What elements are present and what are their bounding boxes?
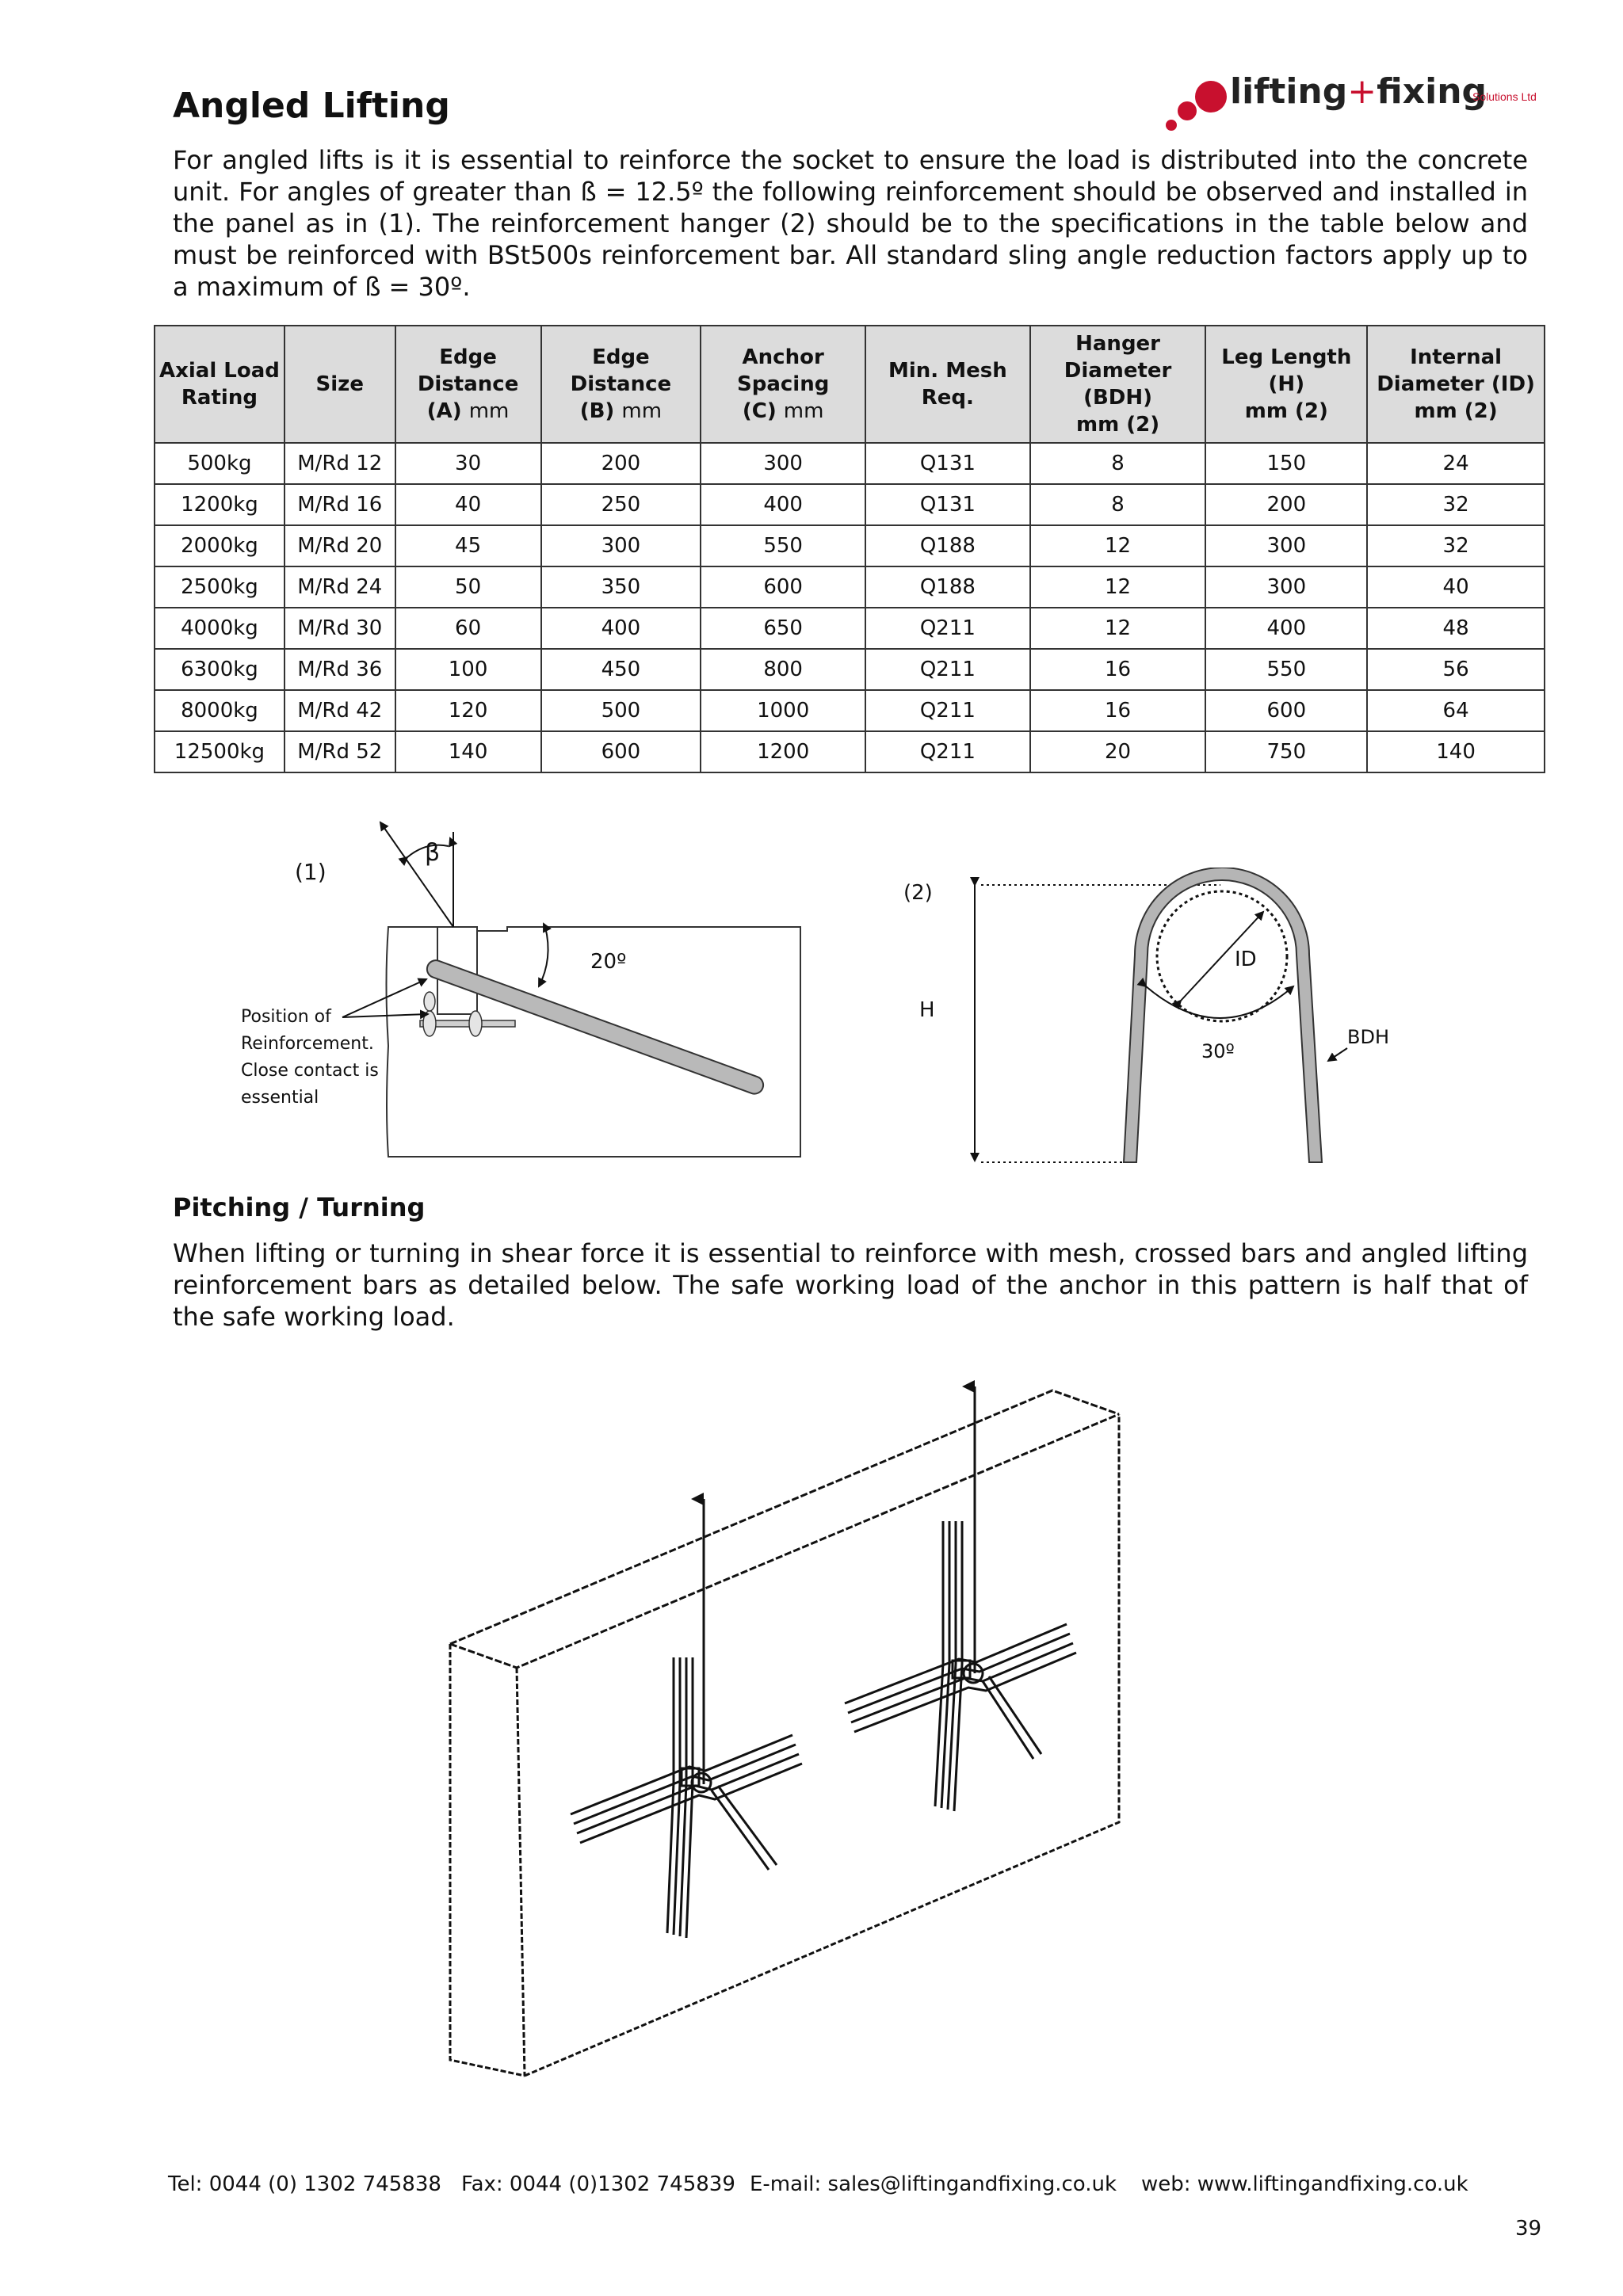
table-cell: 4000kg (155, 608, 285, 649)
table-cell: 400 (1205, 608, 1367, 649)
table-cell: 20 (1030, 731, 1206, 772)
table-cell: 200 (1205, 484, 1367, 525)
header-anchor-spacing: Anchor Spacing (C) mm (701, 326, 865, 443)
table-cell: 150 (1205, 443, 1367, 484)
table-cell: 750 (1205, 731, 1367, 772)
note-line: Close contact is (241, 1061, 379, 1081)
logo-wordmark: lifting+fixing (1230, 71, 1487, 112)
table-cell: 12 (1030, 525, 1206, 566)
logo-subtitle: Solutions Ltd (1472, 90, 1537, 103)
table-row (155, 566, 1545, 608)
table-cell: Q211 (865, 649, 1030, 690)
table-cell: 650 (701, 608, 865, 649)
table-row (155, 649, 1545, 690)
header-internal-diameter: Internal Diameter (ID) mm (2) (1367, 326, 1545, 443)
table-cell: 45 (395, 525, 541, 566)
intro-paragraph: For angled lifts is it is essential to reinforce the socket to ensure the load is distributed into the concrete unit. For angles of greater than ß = 12.5º the following reinforcement should be observed and installed in the panel as in (1). The reinforcement hanger (2) should be to the specifications in the table below and must be reinforced with BSt500s reinforcement bar. All standard sling angle reduction factors apply up to a maximum of ß = 30º. (173, 145, 1528, 302)
pitching-paragraph: When lifting or turning in shear force it is essential to reinforce with mesh, crossed bars and angled lifting reinforcement bars as detailed below. The safe working load of the anchor in this pattern is half that of the safe working load. (173, 1238, 1528, 1332)
table-cell: 450 (541, 649, 701, 690)
table-cell: 1200kg (155, 484, 285, 525)
note-line: Position of (241, 1007, 331, 1027)
angle-30-label: 30º (1201, 1040, 1235, 1062)
header-axial-load: Axial Load Rating (155, 326, 285, 443)
page-number: 39 (1515, 2217, 1542, 2241)
table-cell: M/Rd 52 (285, 731, 395, 772)
table-cell: M/Rd 20 (285, 525, 395, 566)
table-cell: Q188 (865, 525, 1030, 566)
table-cell: M/Rd 30 (285, 608, 395, 649)
id-label: ID (1235, 948, 1257, 971)
table-cell: 300 (701, 443, 865, 484)
footer-email[interactable]: E-mail: sales@liftingandfixing.co.uk (750, 2172, 1117, 2196)
table-row (155, 525, 1545, 566)
table-cell: 16 (1030, 690, 1206, 731)
header-min-mesh: Min. Mesh Req. (865, 326, 1030, 443)
panel-reinforcement-illustration (428, 1363, 1157, 2092)
table-cell: 60 (395, 608, 541, 649)
table-cell: M/Rd 12 (285, 443, 395, 484)
table-row (155, 731, 1545, 772)
table-cell: 32 (1367, 484, 1545, 525)
table-cell: 40 (395, 484, 541, 525)
beta-label: β (425, 839, 441, 867)
table-cell: 350 (541, 566, 701, 608)
h-label: H (919, 998, 935, 1022)
header-size: Size (285, 326, 395, 443)
table-cell: 48 (1367, 608, 1545, 649)
hanger-diagram (888, 868, 1426, 1184)
pitching-heading: Pitching / Turning (173, 1192, 426, 1222)
company-logo (1159, 71, 1547, 135)
table-cell: Q131 (865, 443, 1030, 484)
table-cell: 6300kg (155, 649, 285, 690)
diagram1-label: (1) (295, 859, 327, 885)
table-cell: 8 (1030, 484, 1206, 525)
header-leg-length: Leg Length (H) mm (2) (1205, 326, 1367, 443)
footer-fax: Fax: 0044 (0)1302 745839 (461, 2172, 735, 2196)
header-edge-distance-a: Edge Distance (A) mm (395, 326, 541, 443)
logo-dots-icon (1159, 71, 1230, 135)
table-cell: 500kg (155, 443, 285, 484)
page-title: Angled Lifting (173, 86, 450, 126)
table-cell: M/Rd 36 (285, 649, 395, 690)
table-cell: 550 (701, 525, 865, 566)
table-cell: 500 (541, 690, 701, 731)
table-cell: M/Rd 24 (285, 566, 395, 608)
table-cell: 64 (1367, 690, 1545, 731)
note-line: essential (241, 1088, 319, 1108)
table-cell: 2500kg (155, 566, 285, 608)
table-cell: 400 (701, 484, 865, 525)
table-cell: 120 (395, 690, 541, 731)
table-cell: 12 (1030, 608, 1206, 649)
table-cell: M/Rd 42 (285, 690, 395, 731)
table-cell: Q188 (865, 566, 1030, 608)
table-row (155, 443, 1545, 484)
header-hanger-diameter: Hanger Diameter (BDH) mm (2) (1030, 326, 1206, 443)
table-row (155, 484, 1545, 525)
header-edge-distance-b: Edge Distance (B) mm (541, 326, 701, 443)
table-cell: 8000kg (155, 690, 285, 731)
footer-tel: Tel: 0044 (0) 1302 745838 (168, 2172, 441, 2196)
footer-web[interactable]: web: www.liftingandfixing.co.uk (1141, 2172, 1468, 2196)
diagram2-label: (2) (903, 881, 933, 905)
table-cell: 300 (541, 525, 701, 566)
table-cell: Q131 (865, 484, 1030, 525)
table-row (155, 690, 1545, 731)
table-cell: 140 (1367, 731, 1545, 772)
table-cell: 12500kg (155, 731, 285, 772)
table-cell: 140 (395, 731, 541, 772)
table-cell: 600 (701, 566, 865, 608)
table-cell: 56 (1367, 649, 1545, 690)
table-cell: 300 (1205, 566, 1367, 608)
table-cell: M/Rd 16 (285, 484, 395, 525)
table-cell: 200 (541, 443, 701, 484)
table-cell: 50 (395, 566, 541, 608)
table-row (155, 608, 1545, 649)
table-cell: 800 (701, 649, 865, 690)
table-cell: 550 (1205, 649, 1367, 690)
table-cell: 600 (1205, 690, 1367, 731)
table-cell: Q211 (865, 731, 1030, 772)
table-cell: 600 (541, 731, 701, 772)
angle-20-label: 20º (590, 950, 627, 974)
reinforcement-spec-table (154, 325, 1545, 773)
table-header-row (155, 326, 1545, 443)
table-cell: Q211 (865, 690, 1030, 731)
table-cell: Q211 (865, 608, 1030, 649)
table-cell: 1000 (701, 690, 865, 731)
table-cell: 32 (1367, 525, 1545, 566)
table-cell: 12 (1030, 566, 1206, 608)
table-cell: 300 (1205, 525, 1367, 566)
angled-lift-diagram (230, 808, 824, 1173)
bdh-label: BDH (1347, 1026, 1389, 1048)
table-cell: 100 (395, 649, 541, 690)
table-cell: 24 (1367, 443, 1545, 484)
table-cell: 400 (541, 608, 701, 649)
table-cell: 40 (1367, 566, 1545, 608)
table-cell: 250 (541, 484, 701, 525)
table-cell: 16 (1030, 649, 1206, 690)
table-cell: 8 (1030, 443, 1206, 484)
table-cell: 30 (395, 443, 541, 484)
table-cell: 2000kg (155, 525, 285, 566)
table-cell: 1200 (701, 731, 865, 772)
note-line: Reinforcement. (241, 1034, 374, 1054)
